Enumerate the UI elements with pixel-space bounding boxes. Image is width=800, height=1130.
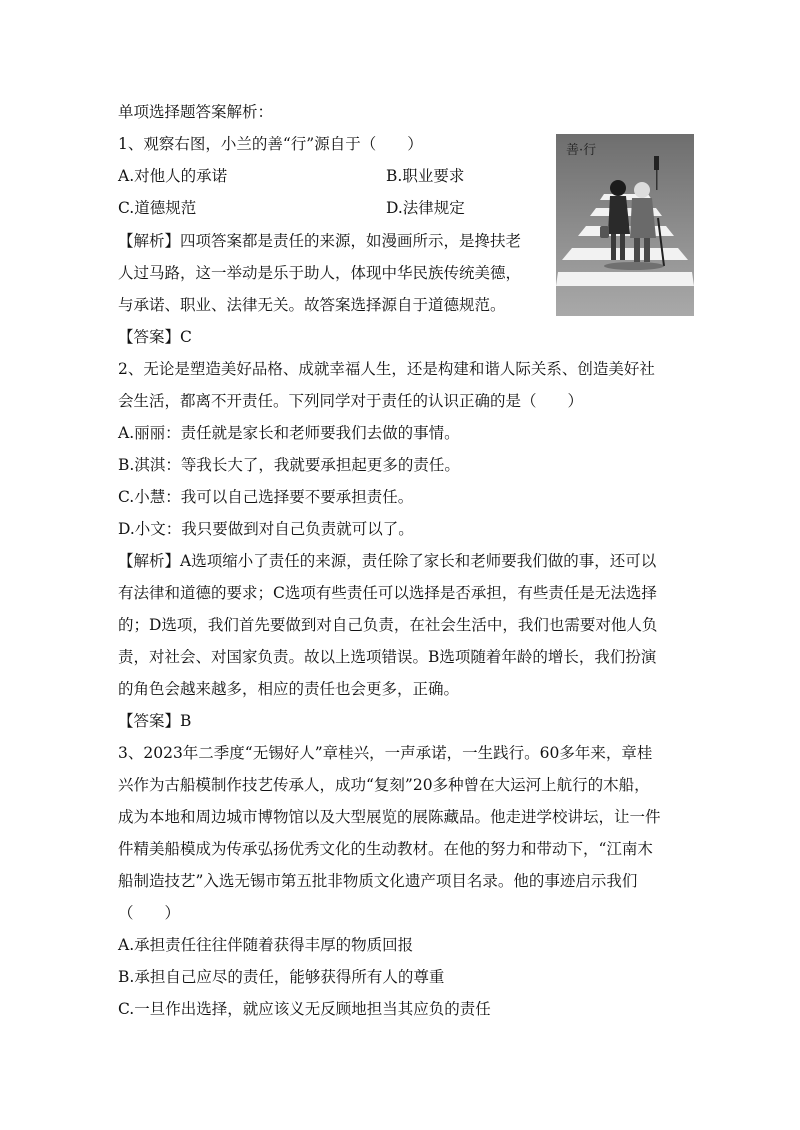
q3-stem-line: 船制造技艺”入选无锡市第五批非物质文化遗产项目名录。他的事迹启示我们 bbox=[118, 872, 638, 890]
q2-analysis-line: 的角色会越来越多，相应的责任也会更多，正确。 bbox=[118, 680, 460, 698]
q3-stem-line: （ ） bbox=[118, 904, 181, 922]
q2-analysis-line: 有法律和道德的要求；C选项有些责任可以选择是否承担，有些责任是无法选择 bbox=[118, 584, 657, 602]
cartoon-caption: 善·行 bbox=[566, 143, 597, 158]
q2-option-a: A.丽丽：责任就是家长和老师要我们去做的事情。 bbox=[118, 424, 460, 442]
q1-option-a: A.对他人的承诺 bbox=[118, 167, 228, 185]
cartoon-image bbox=[556, 134, 694, 316]
q2-analysis-line: 【解析】A选项缩小了责任的来源，责任除了家长和老师要我们做的事，还可以 bbox=[118, 552, 657, 570]
q2-option-d: D.小文：我只要做到对自己负责就可以了。 bbox=[118, 520, 414, 538]
q2-answer: 【答案】B bbox=[118, 712, 192, 730]
q2-analysis-line: 责，对社会、对国家负责。故以上选项错误。B选项随着年龄的增长，我们扮演 bbox=[118, 648, 657, 666]
q3-stem-line: 件精美船模成为传承弘扬优秀文化的生动教材。在他的努力和带动下，“江南木 bbox=[118, 840, 653, 858]
q2-stem-line: 2、无论是塑造美好品格、成就幸福人生，还是构建和谐人际关系、创造美好社 bbox=[118, 360, 655, 378]
q3-stem-line: 兴作为古船模制作技艺传承人，成功“复刻”20多种曾在大运河上航行的木船， bbox=[118, 776, 650, 794]
q1-analysis-line: 【解析】四项答案都是责任的来源，如漫画所示，是搀扶老 bbox=[118, 232, 522, 250]
q3-stem-line: 3、2023年二季度“无锡好人”章桂兴，一声承诺，一生践行。60多年来，章桂 bbox=[118, 744, 653, 762]
q1-analysis-line: 人过马路，这一举动是乐于助人，体现中华民族传统美德， bbox=[118, 264, 522, 282]
q1-option-d: D.法律规定 bbox=[386, 199, 465, 217]
q3-option-a: A.承担责任往往伴随着获得丰厚的物质回报 bbox=[118, 936, 414, 954]
q1-option-c: C.道德规范 bbox=[118, 199, 197, 217]
section-title: 单项选择题答案解析： bbox=[118, 103, 274, 121]
q1-answer: 【答案】C bbox=[118, 328, 192, 346]
q3-option-c: C.一旦作出选择，就应该义无反顾地担当其应负的责任 bbox=[118, 1000, 491, 1018]
q2-analysis-line: 的；D选项，我们首先要做到对自己负责，在社会生活中，我们也需要对他人负 bbox=[118, 616, 658, 634]
q2-stem-line: 会生活，都离不开责任。下列同学对于责任的认识正确的是（ ） bbox=[118, 392, 584, 410]
q1-analysis-line: 与承诺、职业、法律无关。故答案选择源自于道德规范。 bbox=[118, 296, 506, 314]
q2-option-b: B.淇淇：等我长大了，我就要承担起更多的责任。 bbox=[118, 456, 460, 474]
traffic-light-icon bbox=[654, 156, 659, 170]
q3-stem-line: 成为本地和周边城市博物馆以及大型展览的展陈藏品。他走进学校讲坛，让一件 bbox=[118, 808, 661, 826]
q2-option-c: C.小慧：我可以自己选择要不要承担责任。 bbox=[118, 488, 414, 506]
q1-option-b: B.职业要求 bbox=[386, 167, 465, 185]
q3-option-b: B.承担自己应尽的责任，能够获得所有人的尊重 bbox=[118, 968, 445, 986]
q1-stem: 1、观察右图，小兰的善“行”源自于（ ） bbox=[118, 135, 423, 153]
